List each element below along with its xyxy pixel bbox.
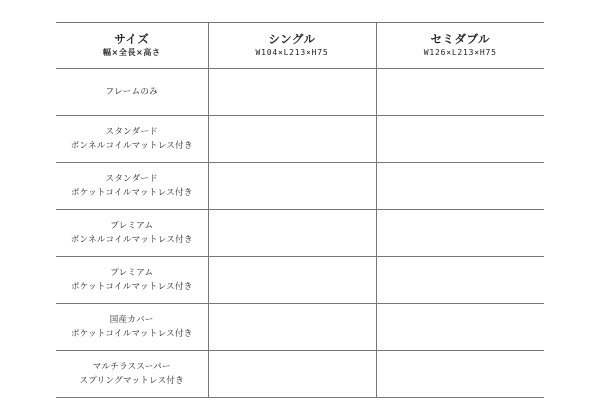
single-cell xyxy=(208,116,376,163)
header-semidouble-dimensions: W126×L213×H75 xyxy=(423,48,497,57)
row-label xyxy=(56,257,208,304)
row-label xyxy=(56,210,208,257)
table-row xyxy=(56,69,544,116)
row-label-line1: 国産カバー xyxy=(109,315,154,325)
semidouble-cell xyxy=(376,210,544,257)
row-label xyxy=(56,69,208,116)
header-semidouble-title: セミダブル xyxy=(430,32,491,46)
single-cell xyxy=(208,304,376,351)
table-row xyxy=(56,163,544,210)
row-label xyxy=(56,163,208,210)
row-label-line2: ポケットコイルマットレス付き xyxy=(70,188,193,198)
row-label-line1: フレームのみ xyxy=(105,87,158,97)
header-size-title: サイズ xyxy=(114,32,150,46)
table-header-row xyxy=(56,23,544,69)
header-size-sub: 幅×全長×高さ xyxy=(102,48,161,57)
row-label-line2: ボンネルコイルマットレス付き xyxy=(70,235,193,245)
row-label-line2: ポケットコイルマットレス付き xyxy=(70,282,193,292)
table-row xyxy=(56,116,544,163)
single-cell xyxy=(208,163,376,210)
header-single xyxy=(208,23,376,69)
table-row xyxy=(56,210,544,257)
row-label xyxy=(56,304,208,351)
header-semidouble xyxy=(376,23,544,69)
row-label-line2: ボンネルコイルマットレス付き xyxy=(70,141,193,151)
row-label-line1: プレミアム xyxy=(110,268,154,278)
semidouble-cell xyxy=(376,163,544,210)
table-row xyxy=(56,257,544,304)
single-cell xyxy=(208,210,376,257)
row-label-line2: ポケットコイルマットレス付き xyxy=(70,329,193,339)
row-label xyxy=(56,116,208,163)
row-label-line1: マルチラススーパー xyxy=(92,362,171,372)
size-price-table xyxy=(56,22,544,398)
header-single-dimensions: W104×L213×H75 xyxy=(255,48,329,57)
single-cell xyxy=(208,69,376,116)
row-label-line1: プレミアム xyxy=(110,221,154,231)
single-cell xyxy=(208,257,376,304)
row-label-line1: スタンダード xyxy=(105,174,158,184)
table-row xyxy=(56,351,544,398)
semidouble-cell xyxy=(376,69,544,116)
row-label-line1: スタンダード xyxy=(105,127,158,137)
row-label-line2: スプリングマットレス付き xyxy=(79,376,184,386)
semidouble-cell xyxy=(376,351,544,398)
table-row xyxy=(56,304,544,351)
semidouble-cell xyxy=(376,116,544,163)
header-size xyxy=(56,23,208,69)
semidouble-cell xyxy=(376,304,544,351)
single-cell xyxy=(208,351,376,398)
semidouble-cell xyxy=(376,257,544,304)
header-single-title: シングル xyxy=(268,32,316,46)
row-label xyxy=(56,351,208,398)
